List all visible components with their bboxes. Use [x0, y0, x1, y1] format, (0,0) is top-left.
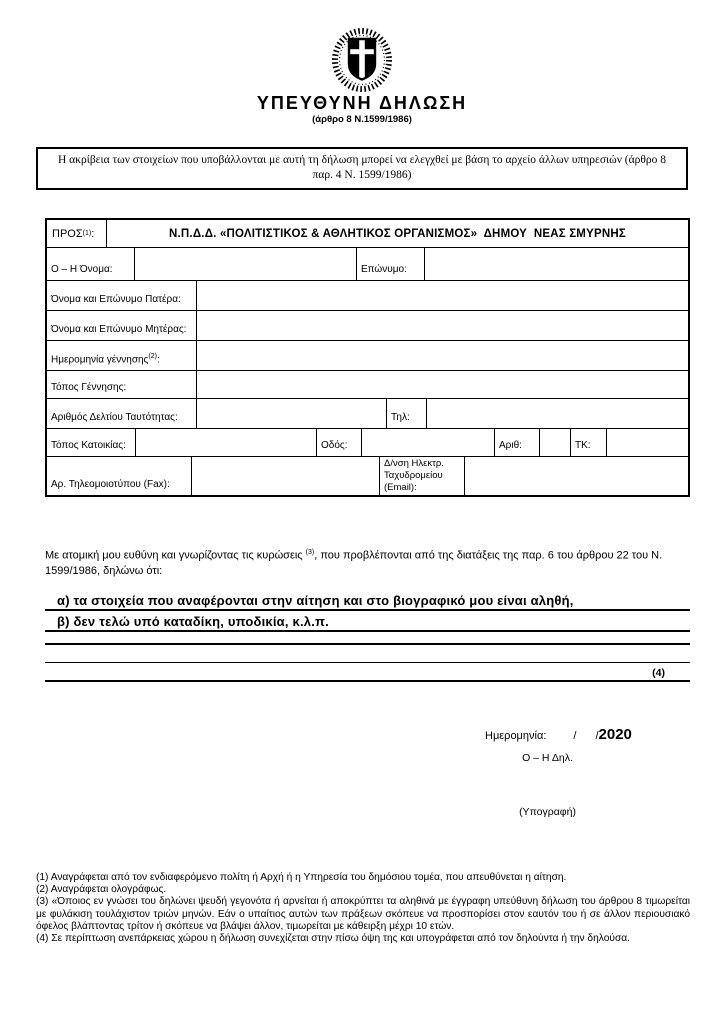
footnote-ref-2: (2) — [148, 352, 157, 360]
declaration-intro — [45, 548, 690, 578]
date-row — [485, 726, 632, 743]
page-subtitle: (άρθρο 8 Ν.1599/1986) — [312, 114, 412, 125]
date-year: 2020 — [598, 726, 632, 743]
surname-field[interactable] — [425, 248, 688, 280]
birth-date-label-text: Ημερομηνία γέννησης$^{(2)}$: — [51, 352, 160, 365]
declarant-label: Ο – Η Δηλ. — [522, 752, 573, 764]
mother-name-label: Όνομα και Επώνυμο Μητέρας: — [47, 311, 197, 340]
postcode-label: ΤΚ: — [571, 429, 607, 456]
birth-place-label: Τόπος Γέννησης: — [47, 371, 197, 398]
father-name-label: Όνομα και Επώνυμο Πατέρα: — [47, 281, 197, 310]
declaration-line-b: β) δεν τελώ υπό καταδίκη, υποδικία, κ.λ.π. — [45, 611, 690, 632]
pros-label-text: ΠΡΟΣ — [52, 227, 83, 240]
footnote-ref-1: (1) — [82, 230, 92, 237]
id-number-field[interactable] — [197, 399, 387, 428]
street-label: Οδός: — [317, 429, 362, 456]
phone-label: Τηλ: — [387, 399, 427, 428]
table-row — [47, 399, 688, 429]
phone-field[interactable] — [427, 399, 688, 428]
pros-label — [47, 220, 107, 247]
footnote-1: (1) Αναγράφεται από τον ενδιαφερόμενο πολίτη ή Αρχή ή η Υπηρεσία του δημόσιου τομέα, που απευθύνεται η αίτηση. — [36, 872, 567, 883]
declaration-blank-line[interactable] — [45, 645, 690, 663]
declaration-line-a: α) τα στοιχεία που αναφέρονται στην αίτηση και στο βιογραφικό μου είναι αληθή, — [45, 590, 690, 611]
signature-space[interactable] — [460, 768, 635, 804]
declaration-lines — [45, 590, 690, 682]
page-title: ΥΠΕΥΘΥΝΗ ΔΗΛΩΣΗ — [256, 93, 468, 113]
footnotes-section — [36, 872, 690, 945]
table-row — [47, 457, 688, 495]
footnote-4-marker: (4) — [652, 667, 665, 679]
footnote-ref-3: (3) — [305, 549, 315, 556]
street-number-label: Αριθ: — [495, 429, 540, 456]
date-label: Ημερομηνία: — [485, 730, 547, 742]
table-row — [47, 248, 688, 281]
table-row — [47, 371, 688, 399]
email-label: Δ/νση Ηλεκτρ. Ταχυδρομείου (Email): — [380, 457, 465, 495]
street-field[interactable] — [362, 429, 495, 456]
pros-value: Ν.Π.Δ.Δ. «ΠΟΛΙΤΙΣΤΙΚΟΣ & ΑΘΛΗΤΙΚΟΣ ΟΡΓΑΝΙΣΜΟΣ» ΔΗΜΟΥ ΝΕΑΣ ΣΜΥΡΝΗΣ — [169, 227, 626, 240]
first-name-label: Ο – Η Όνομα: — [47, 248, 135, 280]
id-number-label: Αριθμός Δελτίου Ταυτότητας: — [47, 399, 197, 428]
fax-field[interactable] — [192, 457, 380, 495]
date-month-slot[interactable]: / — [595, 730, 599, 742]
footnote-2: (2) Αναγράφεται ολογράφως. — [36, 884, 167, 896]
intro-text-rest: , που προβλέπονται από της διατάξεις της παρ. 6 του άρθρου 22 του Ν. 1599/1986, δηλώνω ότι: — [45, 549, 663, 577]
street-number-field[interactable] — [540, 429, 571, 456]
verification-notice-box: Η ακρίβεια των στοιχείων που υποβάλλονται με αυτή τη δήλωση μπορεί να ελεγχθεί με βάση το αρχείο άλλων υπηρεσιών (άρθρο 8 παρ. 4 Ν. 1599/1986) — [36, 147, 688, 190]
table-row — [47, 341, 688, 371]
birth-date-label — [47, 341, 197, 370]
footnote-4: (4) Σε περίπτωση ανεπάρκειας χώρου η δήλωση συνεχίζεται στην πίσω όψη της και υπογράφεται από τον δηλούντα ή την δηλούσα. — [36, 933, 630, 945]
email-field[interactable] — [465, 457, 688, 495]
table-row — [47, 220, 688, 248]
birth-place-field[interactable] — [197, 371, 688, 398]
fax-label: Αρ. Τηλεομοιοτύπου (Fax): — [47, 457, 192, 495]
declaration-blank-line[interactable] — [45, 632, 690, 645]
pros-colon: : — [91, 227, 95, 240]
residence-field[interactable] — [136, 429, 317, 456]
applicant-details-table — [45, 218, 690, 497]
postcode-field[interactable] — [607, 429, 688, 456]
table-row — [47, 429, 688, 457]
first-name-field[interactable] — [135, 248, 357, 280]
table-row — [47, 281, 688, 311]
intro-text: Με ατομική μου ευθύνη και γνωρίζοντας τις κυρώσεις — [45, 549, 306, 562]
table-row — [47, 311, 688, 341]
footnote-3: (3) «Όποιος εν γνώσει του δηλώνει ψευδή γεγονότα ή αρνείται ή αποκρύπτει τα αληθινά με έγγραφη υπεύθυνη δήλωση του άρθρου 8 τιμωρείται με φυλάκιση τουλάχιστον τριών μηνών. Εάν ο υπαίτιος αυτών των πράξεων σκόπευε να προσπορίσει στον εαυτόν του ή σε άλλον περιουσιακό όφελος βλάπτοντας τρίτον ή σκόπευε να βλάψει άλλον, τιμωρείται με κάθειρξη μέχρι 10 ετών. — [36, 896, 690, 932]
declaration-blank-line[interactable] — [45, 663, 690, 682]
date-day-slot[interactable]: / — [573, 730, 577, 742]
residence-label: Τόπος Κατοικίας: — [47, 429, 136, 456]
greek-state-emblem-icon — [326, 27, 398, 93]
birth-date-field[interactable] — [197, 341, 688, 370]
signature-label: (Υπογραφή) — [519, 806, 576, 818]
father-name-field[interactable] — [197, 281, 688, 310]
surname-label: Επώνυμο: — [357, 248, 425, 280]
mother-name-field[interactable] — [197, 311, 688, 340]
